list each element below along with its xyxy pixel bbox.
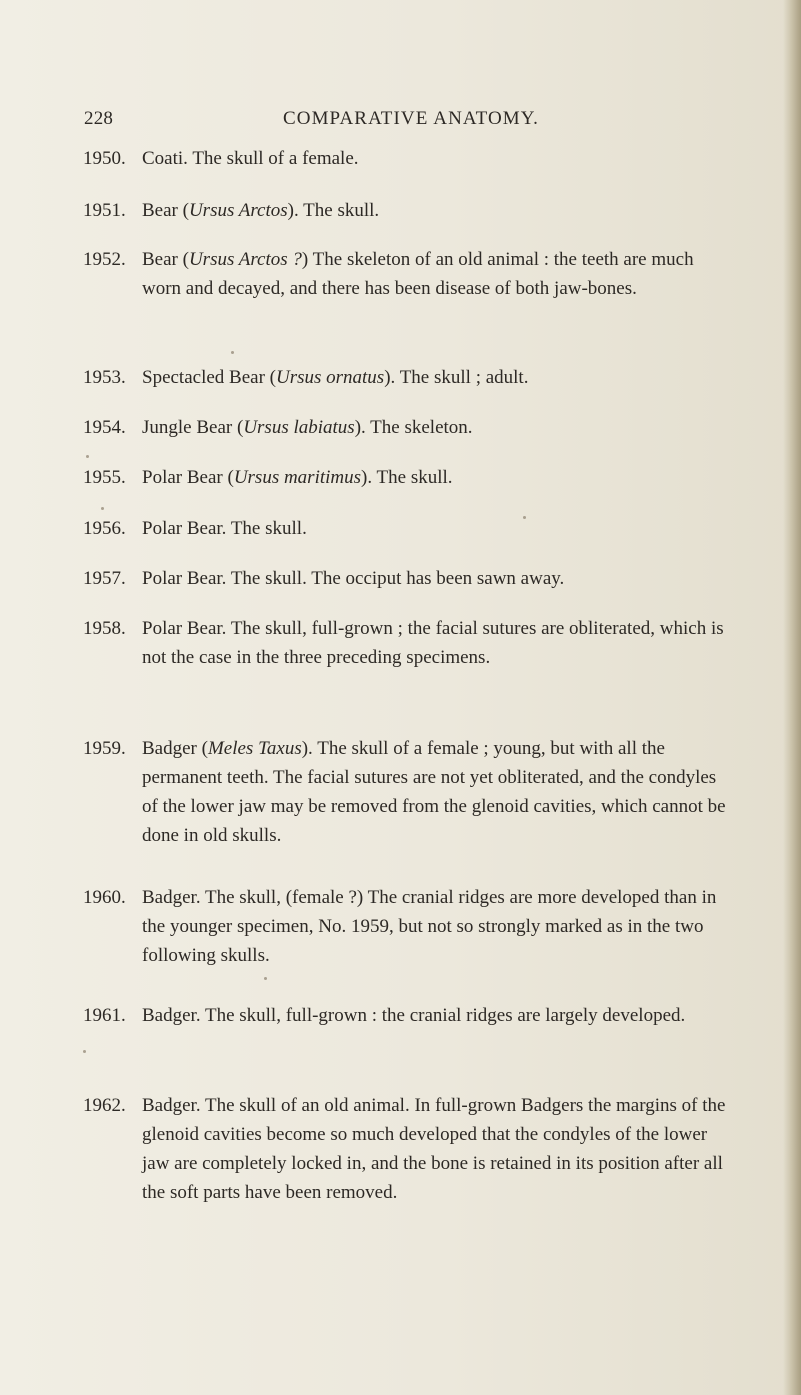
entry-text-after: ). The skull.	[287, 200, 380, 221]
entry-number: 1951.	[83, 200, 126, 221]
running-head: COMPARATIVE ANATOMY.	[282, 108, 540, 129]
species-name: Ursus Arctos	[188, 200, 288, 221]
paper-speck	[264, 977, 267, 980]
entry-number: 1954.	[83, 417, 126, 438]
entry-text-before: Polar Bear. The skull.	[142, 518, 307, 539]
entry-number: 1952.	[83, 249, 126, 270]
species-name: Ursus Arctos ?	[188, 249, 302, 270]
catalogue-entry-1960	[83, 883, 728, 970]
entry-text	[142, 734, 728, 850]
entry-text-before: Spectacled Bear (	[142, 367, 276, 388]
entry-text	[142, 463, 728, 492]
entry-text	[142, 564, 728, 593]
species-name: Ursus maritimus	[233, 467, 362, 488]
entry-text-after: ). The skull of a female ; young, but with all the permanent teeth. The facial sutures are not yet obliterated, and the condyles of the lower jaw may be removed from the glenoid cavities, which cannot be done in old skulls.	[142, 738, 726, 846]
catalogue-entry-1955	[83, 463, 728, 492]
catalogue-entry-1951	[83, 196, 728, 225]
entry-number: 1958.	[83, 618, 126, 639]
entry-text-before: Badger. The skull of an old animal. In full-grown Badgers the margins of the glenoid cavities become so much developed that the condyles of the lower jaw are completely locked in, and the bone is retained in its position after all the soft parts have been removed.	[142, 1095, 726, 1203]
entry-number: 1959.	[83, 738, 126, 759]
entry-text-before: Badger. The skull, (female ?) The cranial ridges are more developed than in the younger specimen, No. 1959, but not so strongly marked as in the two following skulls.	[142, 887, 717, 966]
catalogue-entry-1958	[83, 614, 728, 672]
entry-number: 1950.	[83, 148, 126, 169]
entry-text-before: Bear (	[142, 200, 189, 221]
entry-number: 1957.	[83, 568, 126, 589]
entry-text-before: Badger (	[142, 738, 208, 759]
entry-text-after: ). The skeleton.	[354, 417, 473, 438]
catalogue-entry-1959	[83, 734, 728, 850]
entry-text-after: ). The skull ; adult.	[384, 367, 529, 388]
entry-text	[142, 1091, 728, 1207]
entry-number: 1953.	[83, 367, 126, 388]
paper-speck	[523, 516, 526, 519]
entry-text-after: ). The skull.	[361, 467, 453, 488]
entry-text	[142, 883, 728, 970]
entry-text	[142, 363, 728, 392]
entry-number: 1960.	[83, 887, 126, 908]
paper-speck	[101, 507, 104, 510]
catalogue-entry-1952	[83, 245, 728, 303]
entry-text	[142, 144, 728, 173]
paper-speck	[86, 455, 89, 458]
entry-text-before: Polar Bear. The skull, full-grown ; the facial sutures are obliterated, which is not the case in the three preceding specimens.	[142, 618, 724, 668]
catalogue-entry-1956	[83, 514, 728, 543]
page-number: 228	[84, 108, 114, 129]
page-header	[84, 108, 724, 134]
entry-text	[142, 245, 728, 303]
paper-speck	[83, 1050, 86, 1053]
entry-text-before: Polar Bear (	[142, 467, 234, 488]
entry-text-before: Bear (	[142, 249, 189, 270]
entry-text	[142, 514, 728, 543]
entry-number: 1962.	[83, 1095, 126, 1116]
catalogue-entry-1961	[83, 1001, 728, 1030]
entry-text-before: Jungle Bear (	[142, 417, 244, 438]
entry-text-before: Coati. The skull of a female.	[142, 148, 359, 169]
catalogue-entry-1957	[83, 564, 728, 593]
entry-text-after: ) The skeleton of an old animal : the teeth are much worn and decayed, and there has been disease of both jaw-bones.	[142, 249, 694, 299]
catalogue-entry-1962	[83, 1091, 728, 1207]
species-name: Meles Taxus	[207, 738, 302, 759]
entry-text-before: Polar Bear. The skull. The occiput has been sawn away.	[142, 568, 565, 589]
paper-speck	[231, 351, 234, 354]
page-edge-shadow	[783, 0, 801, 1395]
entry-text	[142, 413, 728, 442]
entry-number: 1961.	[83, 1005, 126, 1026]
catalogue-entry-1950	[83, 144, 728, 173]
catalogue-entry-1953	[83, 363, 728, 392]
species-name: Ursus ornatus	[275, 367, 385, 388]
entry-number: 1955.	[83, 467, 126, 488]
catalogue-entry-1954	[83, 413, 728, 442]
entry-number: 1956.	[83, 518, 126, 539]
entry-text	[142, 1001, 728, 1030]
entry-text	[142, 196, 728, 225]
entry-text-before: Badger. The skull, full-grown : the cranial ridges are largely developed.	[142, 1005, 686, 1026]
entry-text	[142, 614, 728, 672]
species-name: Ursus labiatus	[243, 417, 355, 438]
